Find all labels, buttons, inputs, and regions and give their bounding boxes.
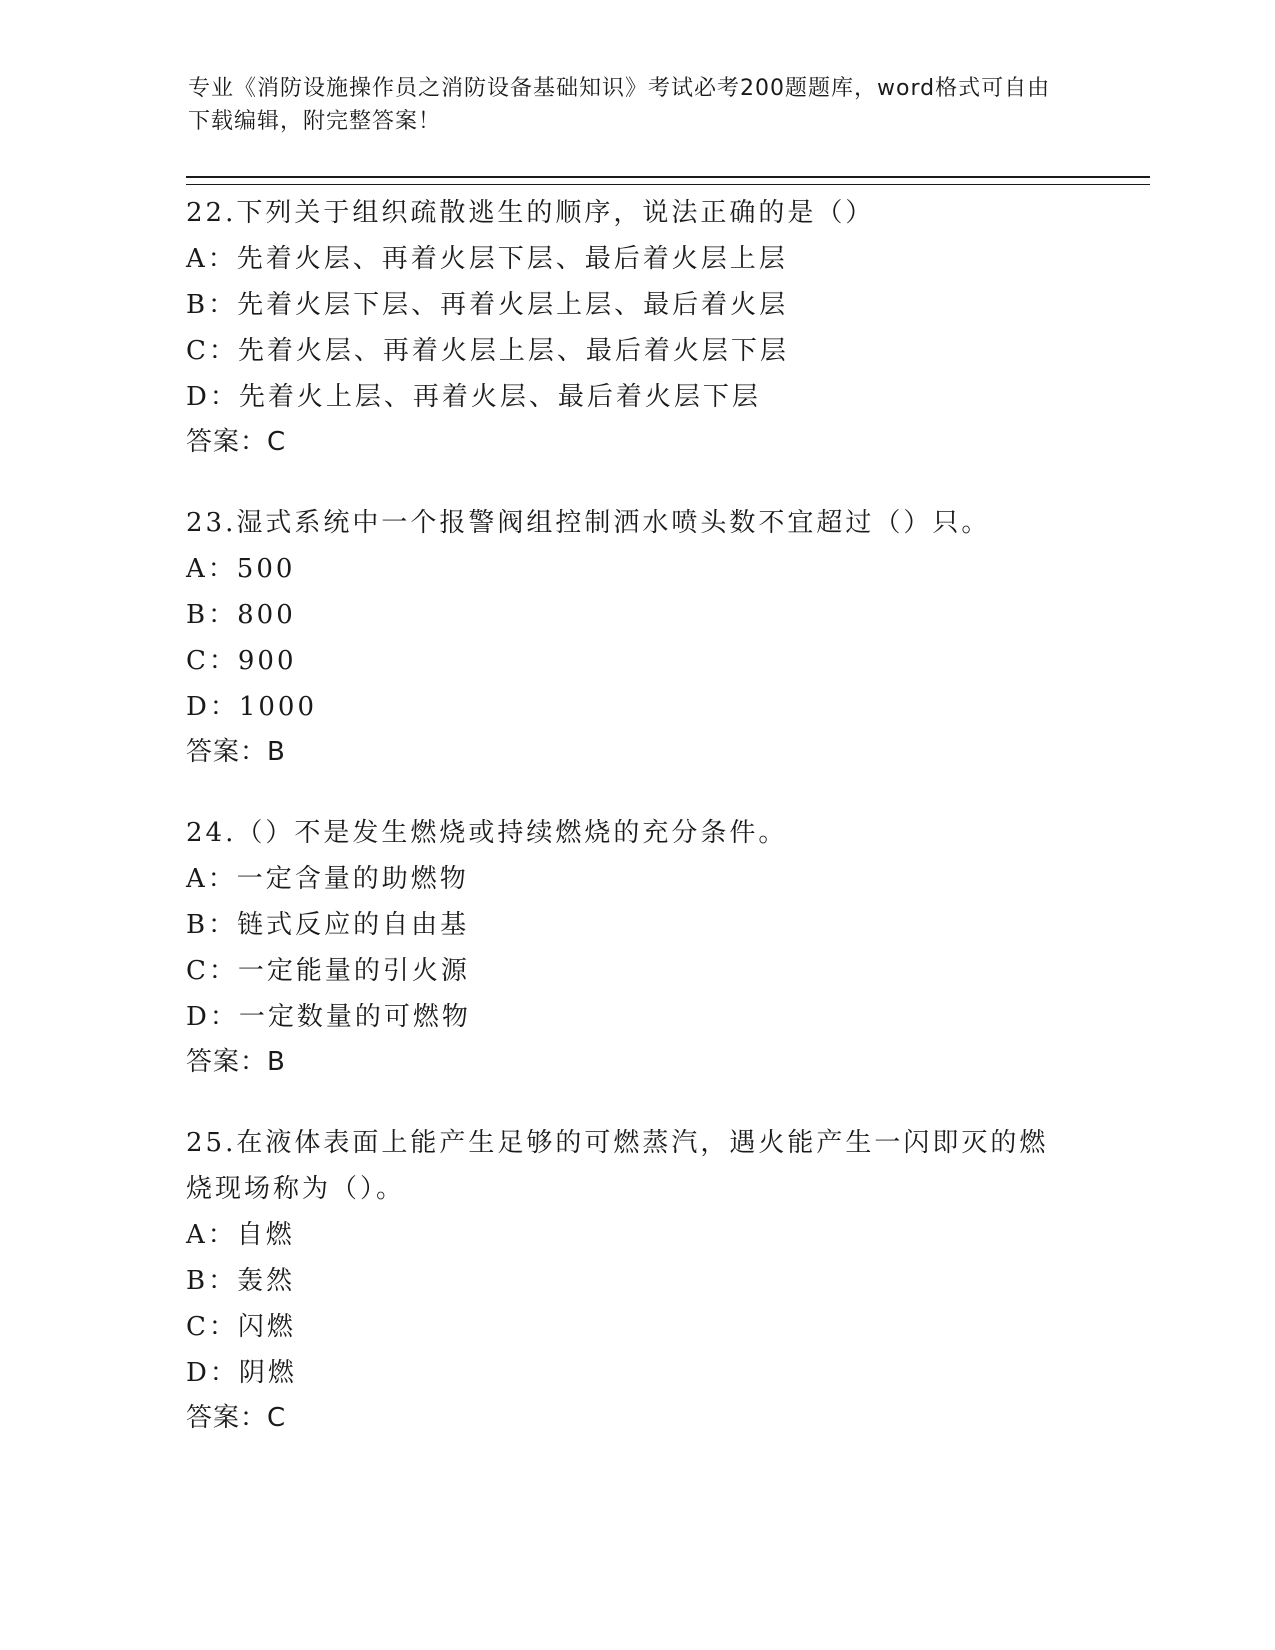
option-c: C：一定能量的引火源	[186, 956, 470, 986]
option-d: D：先着火上层、再着火层、最后着火层下层	[186, 382, 761, 412]
option-d: D：阴燃	[186, 1358, 297, 1388]
option-b: B：轰然	[186, 1266, 296, 1296]
question-22	[186, 190, 1086, 464]
question-23	[186, 500, 1086, 774]
option-a: A：500	[186, 554, 296, 584]
option-c: C：闪燃	[186, 1312, 296, 1342]
header-divider	[186, 176, 1150, 185]
question-stem: 23.湿式系统中一个报警阀组控制洒水喷头数不宜超过（）只。	[186, 508, 991, 538]
option-d: D：一定数量的可燃物	[186, 1002, 471, 1032]
question-stem: 22.下列关于组织疏散逃生的顺序，说法正确的是（）	[186, 198, 875, 228]
question-list	[186, 190, 1086, 1476]
answer-line: 答案：C	[186, 427, 287, 457]
answer-line: 答案：B	[186, 1047, 286, 1077]
question-24	[186, 810, 1086, 1084]
question-stem: 25.在液体表面上能产生足够的可燃蒸汽，遇火能产生一闪即灭的燃烧现场称为（）。	[186, 1128, 1049, 1204]
answer-line: 答案：C	[186, 1403, 287, 1433]
option-a: A：一定含量的助燃物	[186, 864, 469, 894]
option-c: C：900	[186, 646, 297, 676]
option-b: B：800	[186, 600, 296, 630]
page-title: 专业《消防设施操作员之消防设备基础知识》考试必考200题题库，word格式可自由下载编辑，附完整答案！	[188, 76, 1051, 134]
question-stem: 24.（）不是发生燃烧或持续燃烧的充分条件。	[186, 818, 788, 848]
question-25	[186, 1120, 1086, 1440]
answer-line: 答案：B	[186, 737, 286, 767]
option-b: B：先着火层下层、再着火层上层、最后着火层	[186, 290, 789, 320]
option-d: D：1000	[186, 692, 318, 722]
option-c: C：先着火层、再着火层上层、最后着火层下层	[186, 336, 789, 366]
option-a: A：先着火层、再着火层下层、最后着火层上层	[186, 244, 788, 274]
option-b: B：链式反应的自由基	[186, 910, 470, 940]
option-a: A：自燃	[186, 1220, 295, 1250]
